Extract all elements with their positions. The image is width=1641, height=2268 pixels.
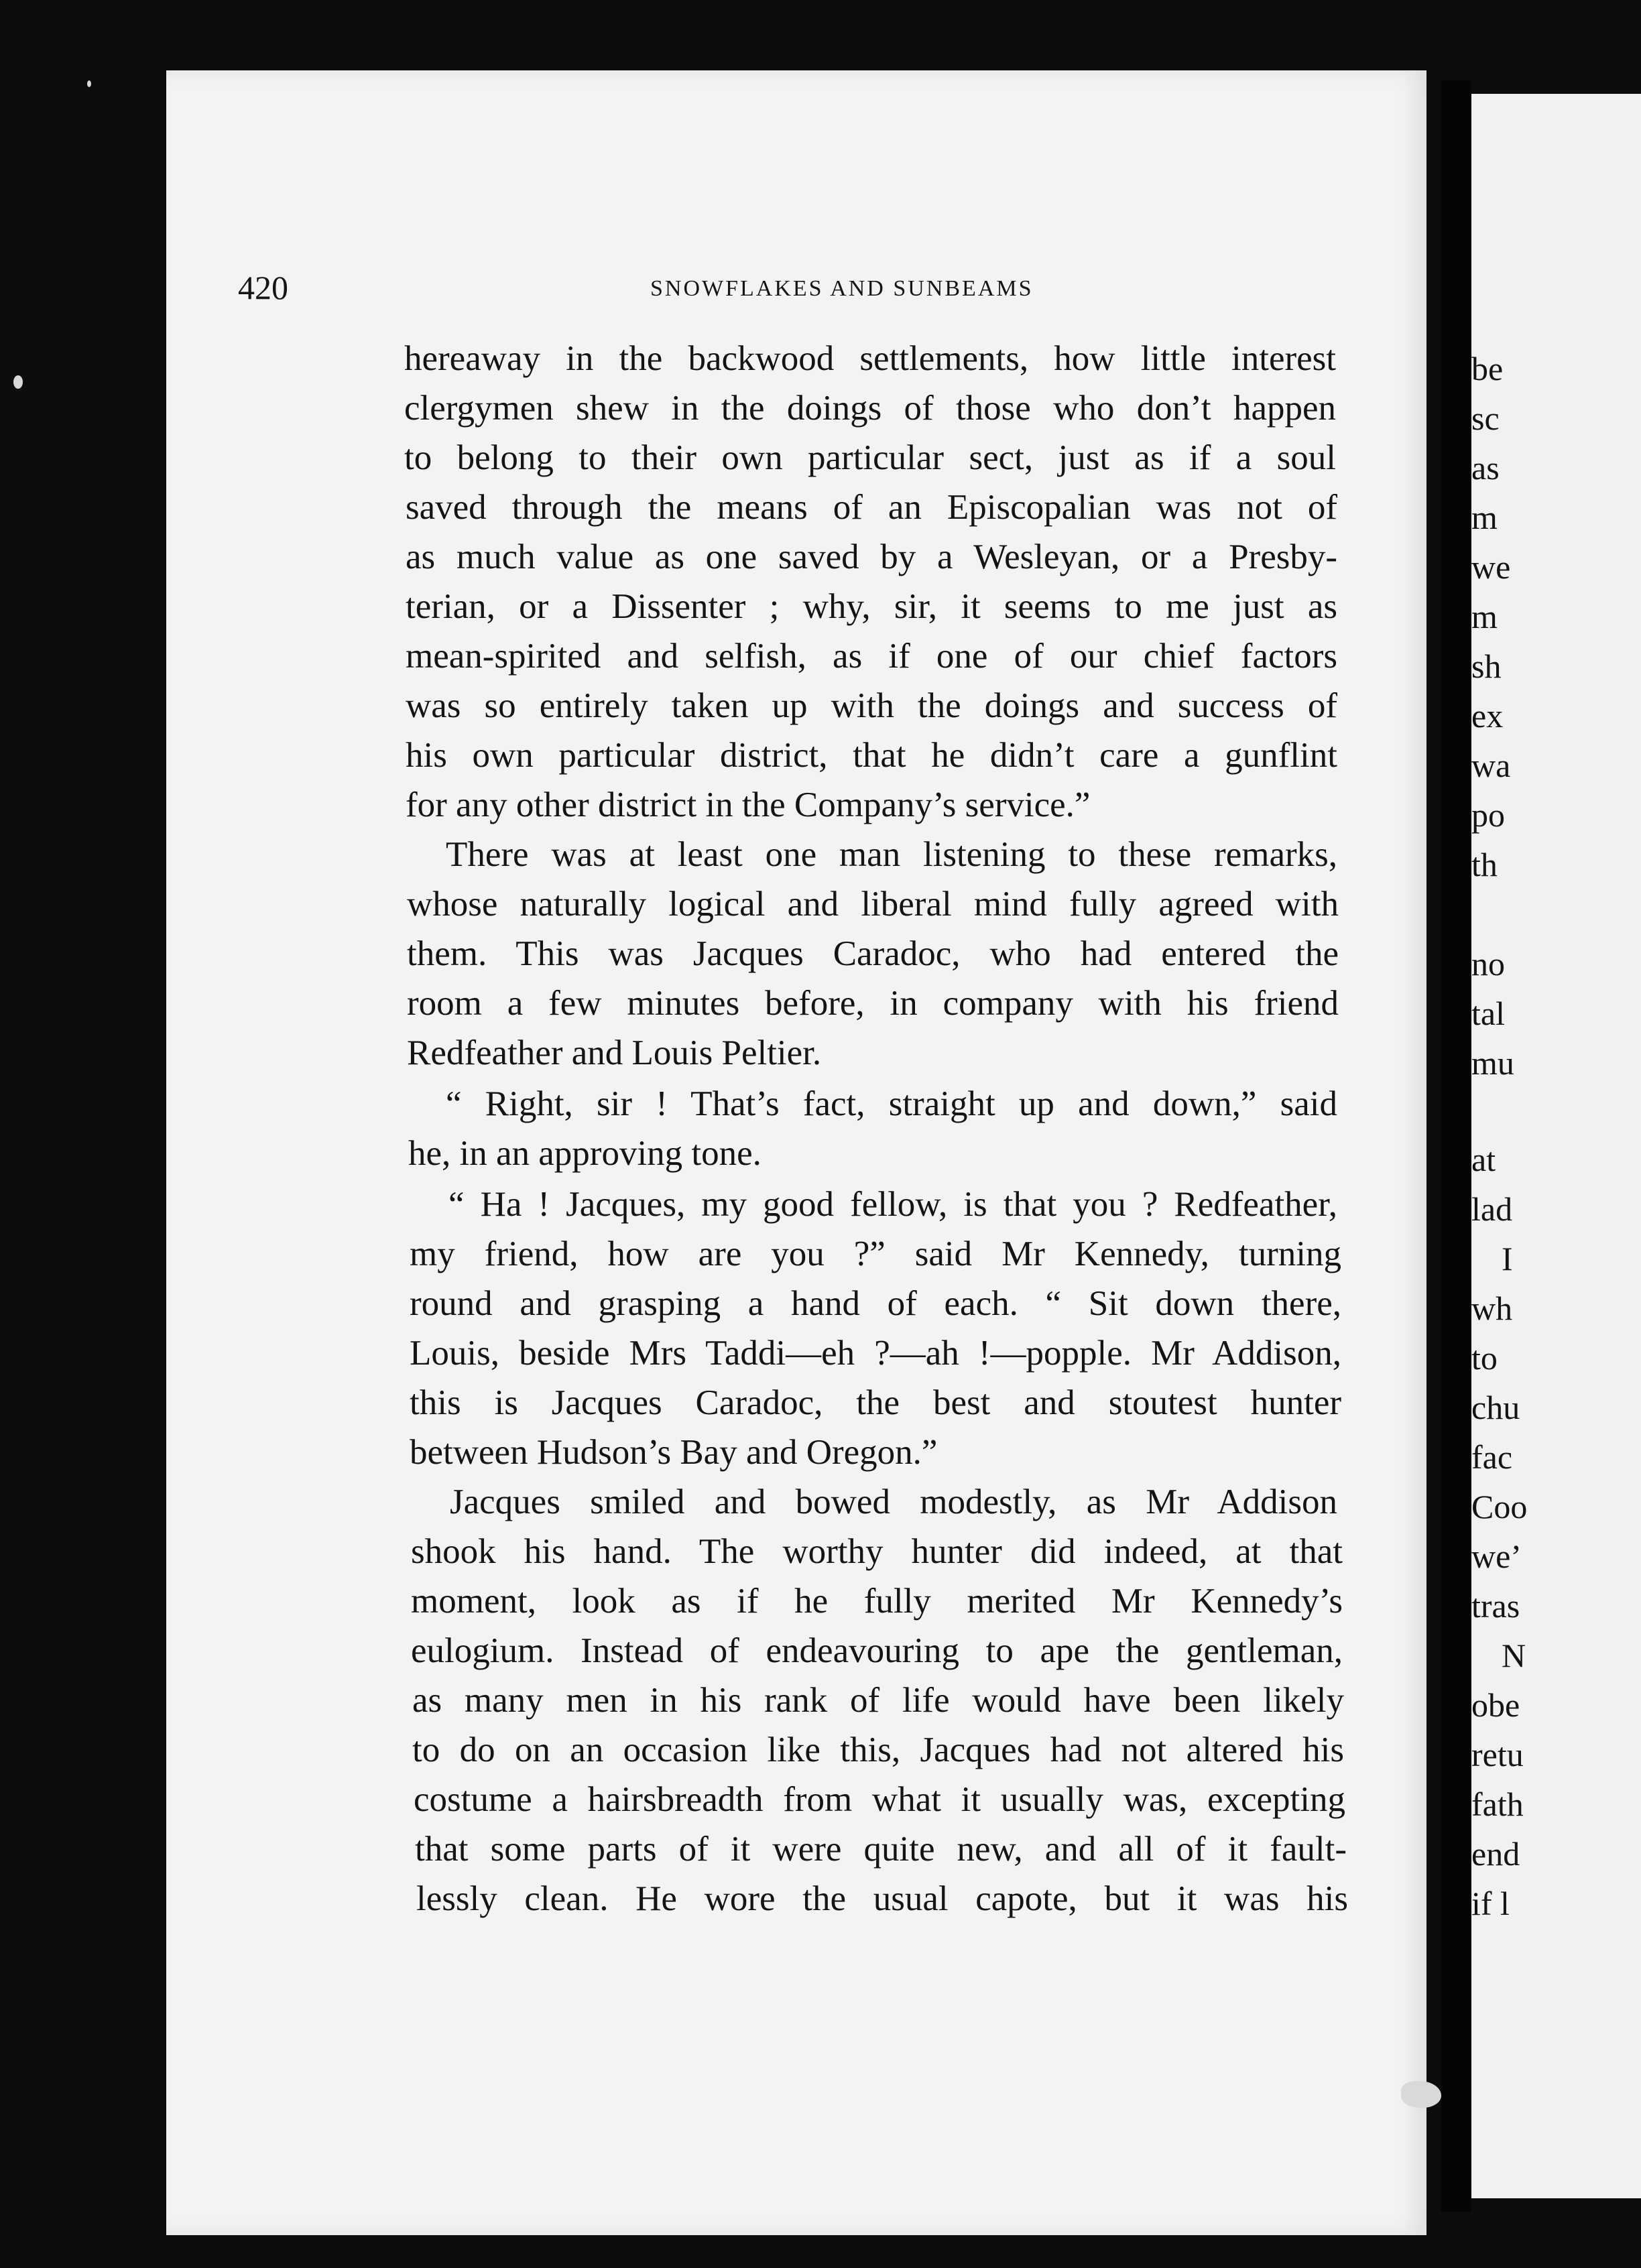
- facing-fragment: lad: [1471, 1190, 1513, 1228]
- facing-fragment: sh: [1471, 647, 1502, 685]
- text-line: hereaway in the backwood settlements, how little interest: [404, 339, 1336, 378]
- text-line: lessly clean. He wore the usual capote, but it was his: [416, 1879, 1348, 1918]
- text-line: this is Jacques Caradoc, the best and stoutest hunter: [410, 1383, 1341, 1422]
- text-line: that some parts of it were quite new, and all of it fault-: [415, 1830, 1347, 1869]
- text-line: saved through the means of an Episcopalian was not of: [406, 488, 1337, 527]
- text-line: as much value as one saved by a Wesleyan, or a Presby-: [406, 538, 1337, 576]
- text-line: he, in an approving tone.: [408, 1134, 762, 1173]
- facing-fragment: we’: [1471, 1537, 1522, 1575]
- facing-fragment: obe: [1471, 1686, 1520, 1724]
- facing-fragment: end: [1471, 1835, 1520, 1873]
- text-line: my friend, how are you ?” said Mr Kennedy, turning: [410, 1235, 1341, 1273]
- facing-fragment: be: [1471, 350, 1504, 387]
- facing-fragment: wa: [1471, 747, 1511, 784]
- scan-speck: [1401, 2081, 1441, 2108]
- paragraph-first-line: “ Right, sir ! That’s fact, straight up and down,” said: [446, 1084, 1337, 1123]
- scan-speck: [13, 375, 23, 389]
- running-head: [238, 268, 1337, 315]
- facing-fragment: fac: [1471, 1438, 1513, 1476]
- paragraph-first-line: There was at least one man listening to these remarks,: [446, 835, 1337, 874]
- facing-fragment: tras: [1471, 1587, 1520, 1625]
- running-title: SNOWFLAKES AND SUNBEAMS: [650, 276, 1034, 301]
- text-line: between Hudson’s Bay and Oregon.”: [410, 1433, 938, 1472]
- text-line: moment, look as if he fully merited Mr Kennedy’s: [411, 1582, 1343, 1621]
- facing-fragment: Coo: [1471, 1488, 1528, 1525]
- facing-fragment: mu: [1471, 1044, 1514, 1082]
- text-line: mean-spirited and selfish, as if one of our chief factors: [406, 637, 1337, 676]
- text-line: to do on an occasion like this, Jacques had not altered his: [412, 1730, 1344, 1769]
- text-line: Redfeather and Louis Peltier.: [407, 1033, 822, 1072]
- text-line: to belong to their own particular sect, just as if a soul: [404, 438, 1336, 477]
- text-line: Louis, beside Mrs Taddi—eh ?—ah !—popple. Mr Addison,: [410, 1334, 1341, 1373]
- scan-speck: [87, 80, 91, 87]
- text-line: round and grasping a hand of each. “ Sit down there,: [410, 1284, 1341, 1323]
- paragraph-first-line: “ Ha ! Jacques, my good fellow, is that you ? Redfeather,: [448, 1185, 1337, 1224]
- text-line: shook his hand. The worthy hunter did indeed, at that: [411, 1532, 1343, 1571]
- facing-fragment: at: [1471, 1141, 1496, 1178]
- facing-fragment: ex: [1471, 697, 1504, 735]
- facing-fragment: fath: [1471, 1785, 1524, 1823]
- text-line: as many men in his rank of life would have been likely: [412, 1681, 1344, 1720]
- text-line: was so entirely taken up with the doings and success of: [406, 686, 1337, 725]
- facing-fragment: to: [1471, 1339, 1498, 1377]
- text-line: room a few minutes before, in company with his friend: [407, 984, 1339, 1023]
- facing-fragment: wh: [1471, 1289, 1513, 1327]
- facing-fragment: chu: [1471, 1389, 1520, 1426]
- text-line: his own particular district, that he didn’t care a gunflint: [406, 736, 1337, 775]
- facing-fragment: as: [1471, 449, 1500, 487]
- text-line: eulogium. Instead of endeavouring to ape the gentleman,: [411, 1631, 1343, 1670]
- text-line: terian, or a Dissenter ; why, sir, it seems to me just as: [406, 587, 1337, 626]
- facing-fragment: th: [1471, 846, 1498, 883]
- paragraph-first-line: Jacques smiled and bowed modestly, as Mr Addison: [450, 1483, 1337, 1521]
- facing-fragment: no: [1471, 945, 1505, 983]
- facing-fragment: retu: [1471, 1736, 1524, 1773]
- facing-fragment: m: [1471, 598, 1498, 635]
- facing-fragment: we: [1471, 548, 1511, 586]
- text-line: costume a hairsbreadth from what it usually was, excepting: [414, 1780, 1345, 1819]
- text-line: for any other district in the Company’s service.”: [406, 785, 1091, 824]
- text-line: them. This was Jacques Caradoc, who had entered the: [407, 934, 1339, 973]
- facing-fragment: po: [1471, 796, 1505, 834]
- facing-fragment: sc: [1471, 399, 1500, 437]
- facing-fragment: if l: [1471, 1885, 1510, 1922]
- facing-fragment: tal: [1471, 995, 1505, 1032]
- book-gutter: [1441, 80, 1471, 2212]
- facing-fragment: N: [1502, 1637, 1526, 1674]
- page-number: 420: [238, 269, 288, 306]
- facing-fragment: I: [1502, 1240, 1513, 1277]
- text-line: whose naturally logical and liberal mind fully agreed with: [407, 885, 1339, 924]
- text-line: clergymen shew in the doings of those who don’t happen: [404, 389, 1336, 428]
- facing-fragment: m: [1471, 499, 1498, 536]
